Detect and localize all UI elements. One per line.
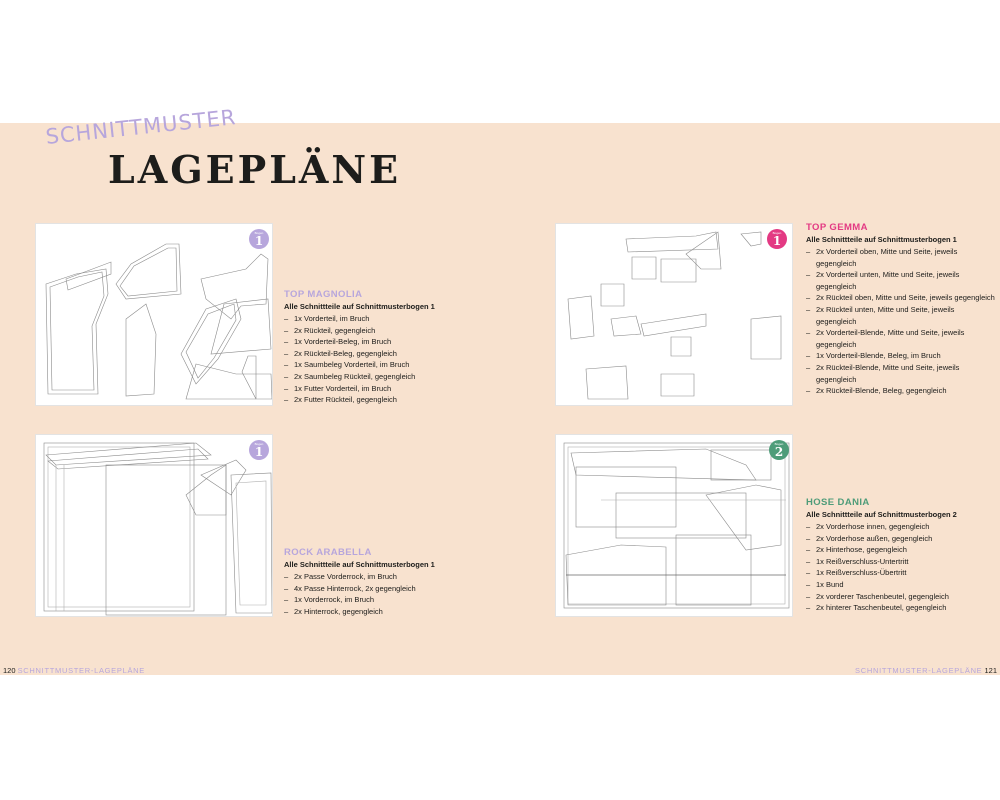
section-subtitle: Alle Schnittteile auf Schnittmusterbogen 2 — [806, 510, 957, 519]
info-arabella — [284, 547, 474, 617]
bogen-badge-label: Bogen — [254, 231, 264, 235]
list-item: – 2x vorderer Taschenbeutel, gegengleich — [806, 591, 996, 603]
info-magnolia — [284, 289, 474, 406]
running-title-left: SCHNITTMUSTER-LAGEPLÄNE — [17, 666, 145, 675]
bogen-badge-label: Bogen — [254, 442, 264, 446]
list-item: – 2x Vorderteil-Blende, Mitte und Seite, jeweils gegengleich — [806, 327, 996, 350]
list-item: – 1x Bund — [806, 579, 996, 591]
list-item: – 2x Vorderteil oben, Mitte und Seite, jeweils gegengleich — [806, 246, 996, 269]
section-subtitle: Alle Schnittteile auf Schnittmusterbogen 1 — [284, 302, 435, 311]
list-item: – 4x Passe Hinterrock, 2x gegengleich — [284, 583, 474, 595]
pattern-pieces-arabella — [36, 435, 273, 617]
bogen-badge-number: 2 — [774, 445, 784, 459]
layout-plan-magnolia — [35, 223, 273, 406]
section-subtitle: Alle Schnittteile auf Schnittmusterbogen 1 — [806, 235, 957, 244]
list-item: – 1x Vorderrock, im Bruch — [284, 594, 474, 606]
list-item: – 1x Futter Vorderteil, im Bruch — [284, 383, 474, 395]
list-item: – 2x Rückteil oben, Mitte und Seite, jeweils gegengleich — [806, 292, 996, 304]
list-item: – 1x Vorderteil-Beleg, im Bruch — [284, 336, 474, 348]
pattern-pieces-dania — [556, 435, 793, 617]
bogen-badge-label: Bogen — [774, 442, 784, 446]
section-subtitle: Alle Schnittteile auf Schnittmusterbogen 1 — [284, 560, 435, 569]
section-title: HOSE DANIA — [806, 497, 870, 508]
section-title: TOP MAGNOLIA — [284, 289, 363, 300]
list-item: – 2x Vorderhose innen, gegengleich — [806, 521, 996, 533]
pattern-pieces-magnolia — [36, 224, 273, 406]
layout-plan-gemma — [555, 223, 793, 406]
bogen-badge-number: 1 — [254, 234, 264, 248]
list-item: – 2x Rückteil-Beleg, gegengleich — [284, 348, 474, 360]
bogen-badge — [249, 229, 269, 249]
info-dania — [806, 497, 996, 614]
bogen-badge-number: 1 — [254, 445, 264, 459]
section-title: ROCK ARABELLA — [284, 547, 372, 558]
footer-right — [855, 666, 997, 675]
pattern-pieces-gemma — [556, 224, 793, 406]
list-item: – 2x Vorderhose außen, gegengleich — [806, 533, 996, 545]
list-item: – 1x Reißverschluss-Untertritt — [806, 556, 996, 568]
bogen-badge — [767, 229, 787, 249]
bogen-badge — [769, 440, 789, 460]
page-number-left: 120 — [3, 666, 16, 675]
list-item: – 2x Rückteil, gegengleich — [284, 325, 474, 337]
bogen-badge — [249, 440, 269, 460]
list-item: – 2x Rückteil unten, Mitte und Seite, jeweils gegengleich — [806, 304, 996, 327]
section-title: TOP GEMMA — [806, 222, 868, 233]
bogen-badge-number: 1 — [772, 234, 782, 248]
list-item: – 2x hinterer Taschenbeutel, gegengleich — [806, 602, 996, 614]
list-item: – 2x Hinterrock, gegengleich — [284, 606, 474, 618]
piece-list — [284, 313, 474, 406]
list-item: – 2x Rückteil-Blende, Beleg, gegengleich — [806, 385, 996, 397]
running-title-right: SCHNITTMUSTER-LAGEPLÄNE — [855, 666, 983, 675]
piece-list — [806, 521, 996, 614]
layout-plan-arabella — [35, 434, 273, 617]
list-item: – 2x Hinterhose, gegengleich — [806, 544, 996, 556]
bogen-badge-label: Bogen — [772, 231, 782, 235]
piece-list — [284, 571, 474, 617]
list-item: – 2x Vorderteil unten, Mitte und Seite, jeweils gegengleich — [806, 269, 996, 292]
list-item: – 1x Reißverschluss-Übertritt — [806, 567, 996, 579]
page-number-right: 121 — [984, 666, 997, 675]
footer-left — [3, 666, 145, 675]
info-gemma — [806, 222, 996, 397]
list-item: – 2x Futter Rückteil, gegengleich — [284, 394, 474, 406]
page-title: LAGEPLÄNE — [108, 147, 402, 192]
list-item: – 2x Rückteil-Blende, Mitte und Seite, jeweils gegengleich — [806, 362, 996, 385]
piece-list — [806, 246, 996, 397]
list-item: – 2x Saumbeleg Rückteil, gegengleich — [284, 371, 474, 383]
layout-plan-dania — [555, 434, 793, 617]
list-item: – 1x Saumbeleg Vorderteil, im Bruch — [284, 359, 474, 371]
list-item: – 2x Passe Vorderrock, im Bruch — [284, 571, 474, 583]
list-item: – 1x Vorderteil-Blende, Beleg, im Bruch — [806, 350, 996, 362]
section-kicker: SCHNITTMUSTER — [44, 105, 238, 149]
list-item: – 1x Vorderteil, im Bruch — [284, 313, 474, 325]
